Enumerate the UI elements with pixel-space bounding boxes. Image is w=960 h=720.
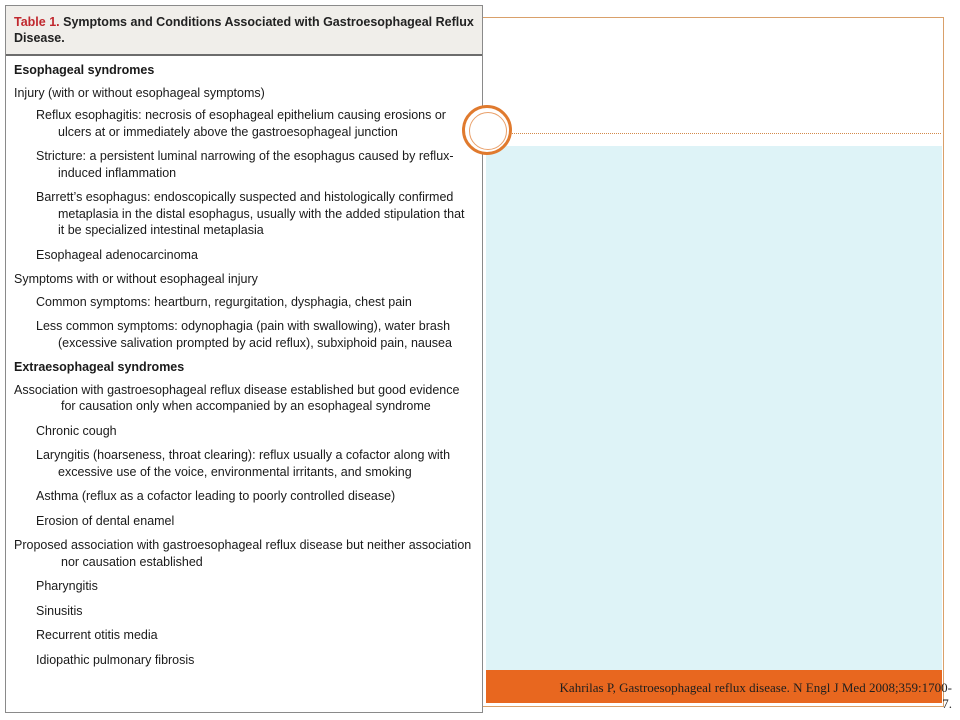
table-row: Esophageal adenocarcinoma xyxy=(36,247,198,262)
table-row: Asthma (reflux as a cofactor leading to poorly controlled disease) xyxy=(36,489,396,503)
table-row: Recurrent otitis media xyxy=(36,628,158,642)
table-row: Erosion of dental enamel xyxy=(36,513,175,528)
table-row: Common symptoms: heartburn, regurgitation, dysphagia, chest pain xyxy=(36,294,412,309)
table-row: Laryngitis (hoarseness, throat clearing): reflux usually a cofactor along with excessive use of the voice, environmental irritants, and smoking xyxy=(36,448,451,479)
table-row: Symptoms with or without esophageal injury xyxy=(14,272,258,286)
table-row: Injury (with or without esophageal symptoms) xyxy=(14,85,265,100)
table-row: Idiopathic pulmonary fibrosis xyxy=(36,652,195,667)
table-row: Less common symptoms: odynophagia (pain with swallowing), water brash (excessive salivation prompted by acid reflux), subxiphoid pain, nausea xyxy=(36,319,452,350)
table-row: Chronic cough xyxy=(36,423,117,438)
table-row: Proposed association with gastroesophageal reflux disease but neither association nor causation established xyxy=(14,538,472,569)
table-row: Association with gastroesophageal reflux disease established but good evidence for causation only when accompanied by an esophageal syndrome xyxy=(14,382,460,413)
table-row: Barrett’s esophagus: endoscopically suspected and histologically confirmed metaplasia in the distal esophagus, usually with the added stipulation that it be specialized intestinal metaplasia xyxy=(36,190,465,237)
section-heading: Esophageal syndromes xyxy=(14,63,155,77)
table-title-text: Symptoms and Conditions Associated with Gastroesophageal Reflux Disease. xyxy=(14,15,474,45)
table-row: Sinusitis xyxy=(36,603,83,618)
table-row: Stricture: a persistent luminal narrowing of the esophagus caused by reflux-induced inflammation xyxy=(36,149,454,180)
table-title xyxy=(6,6,482,56)
table-label: Table 1. xyxy=(14,15,60,29)
table-image xyxy=(5,5,483,713)
citation-text: Kahrilas P, Gastroesophageal reflux disease. N Engl J Med 2008;359:1700-7. xyxy=(559,680,952,711)
circle-ornament xyxy=(462,105,512,155)
section-heading: Extraesophageal syndromes xyxy=(14,360,185,374)
table-row: Reflux esophagitis: necrosis of esophageal epithelium causing erosions or ulcers at or immediately above the gastroesophageal junction xyxy=(36,108,446,139)
table-row: Pharyngitis xyxy=(36,579,98,593)
table-body xyxy=(6,56,482,668)
content-panel xyxy=(486,146,942,670)
dotted-divider xyxy=(505,133,941,134)
